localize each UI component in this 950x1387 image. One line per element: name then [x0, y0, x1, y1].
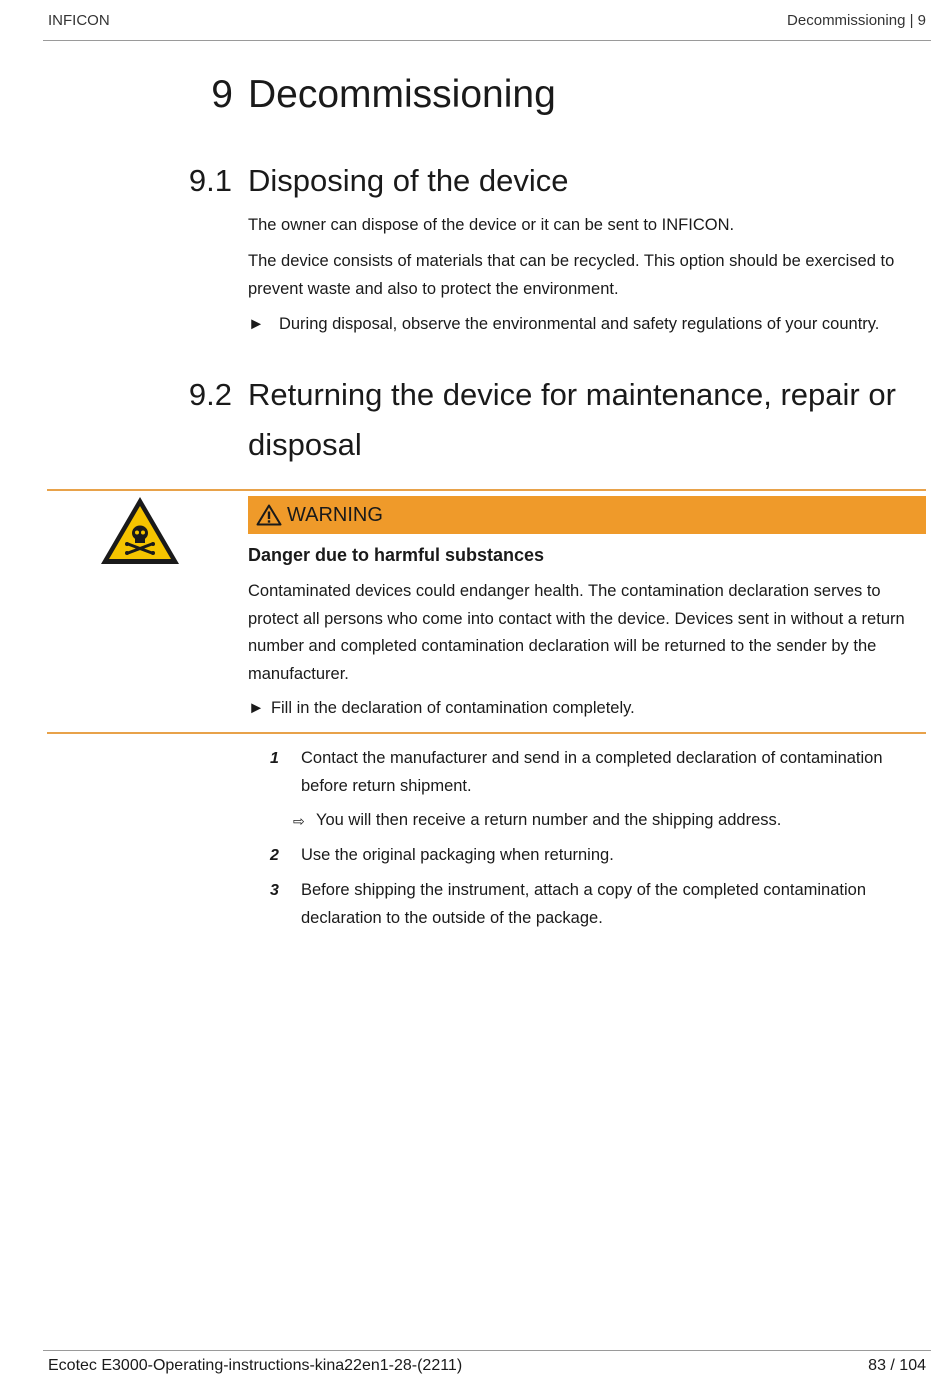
- warning-label: WARNING: [287, 503, 383, 526]
- bullet-marker: ►: [248, 315, 265, 333]
- instruction-bullet: [248, 311, 938, 339]
- header-divider: [43, 40, 931, 41]
- toxic-hazard-icon: [98, 494, 182, 568]
- section-number: 9.1: [188, 163, 232, 198]
- warning-bottom-rule: [47, 732, 926, 734]
- section-title: Returning the device for maintenance, repair or disposal: [248, 377, 896, 462]
- bullet-marker: ►: [248, 699, 265, 717]
- header-chapter: Decommissioning | 9: [787, 12, 926, 29]
- footer-document-id: Ecotec E3000-Operating-instructions-kina22en1-28-(2211): [48, 1357, 463, 1374]
- warning-text: Contaminated devices could endanger health. The contamination declaration serves to protect all persons who come into contact with the device. Devices sent in without a return number and completed contamination declaration will be returned to the sender by the manufacturer.: [248, 582, 905, 683]
- chapter-number: 9: [211, 73, 233, 116]
- paragraph: The device consists of materials that can be recycled. This option should be exercised to prevent waste and also to protect the environment.: [248, 252, 895, 298]
- step-number: 3: [270, 882, 279, 899]
- step-text: Contact the manufacturer and send in a completed declaration of contamination before return shipment.: [301, 749, 883, 795]
- footer-page-number: 83 / 104: [868, 1357, 926, 1374]
- footer-divider: [43, 1350, 931, 1351]
- step-text: Before shipping the instrument, attach a copy of the completed contamination declaration to the outside of the package.: [301, 881, 867, 927]
- header-company: INFICON: [48, 12, 110, 29]
- step-result: You will then receive a return number and the shipping address.: [316, 811, 782, 829]
- warning-banner: [248, 496, 926, 534]
- step-text: Use the original packaging when returning.: [301, 846, 614, 864]
- result-arrow-icon: ⇨: [293, 813, 305, 829]
- warning-triangle-icon: [256, 504, 282, 526]
- warning-action: [248, 695, 928, 723]
- paragraph: The owner can dispose of the device or it can be sent to INFICON.: [248, 216, 735, 234]
- bullet-text: During disposal, observe the environmental and safety regulations of your country.: [278, 315, 880, 333]
- warning-subheading: Danger due to harmful substances: [248, 545, 545, 565]
- section-title: Disposing of the device: [248, 163, 569, 198]
- step-number: 2: [270, 847, 279, 864]
- chapter-title: Decommissioning: [248, 73, 556, 116]
- section-number: 9.2: [188, 377, 232, 412]
- action-text: Fill in the declaration of contamination completely.: [270, 699, 635, 717]
- warning-top-rule: [47, 489, 926, 491]
- step-number: 1: [270, 750, 279, 767]
